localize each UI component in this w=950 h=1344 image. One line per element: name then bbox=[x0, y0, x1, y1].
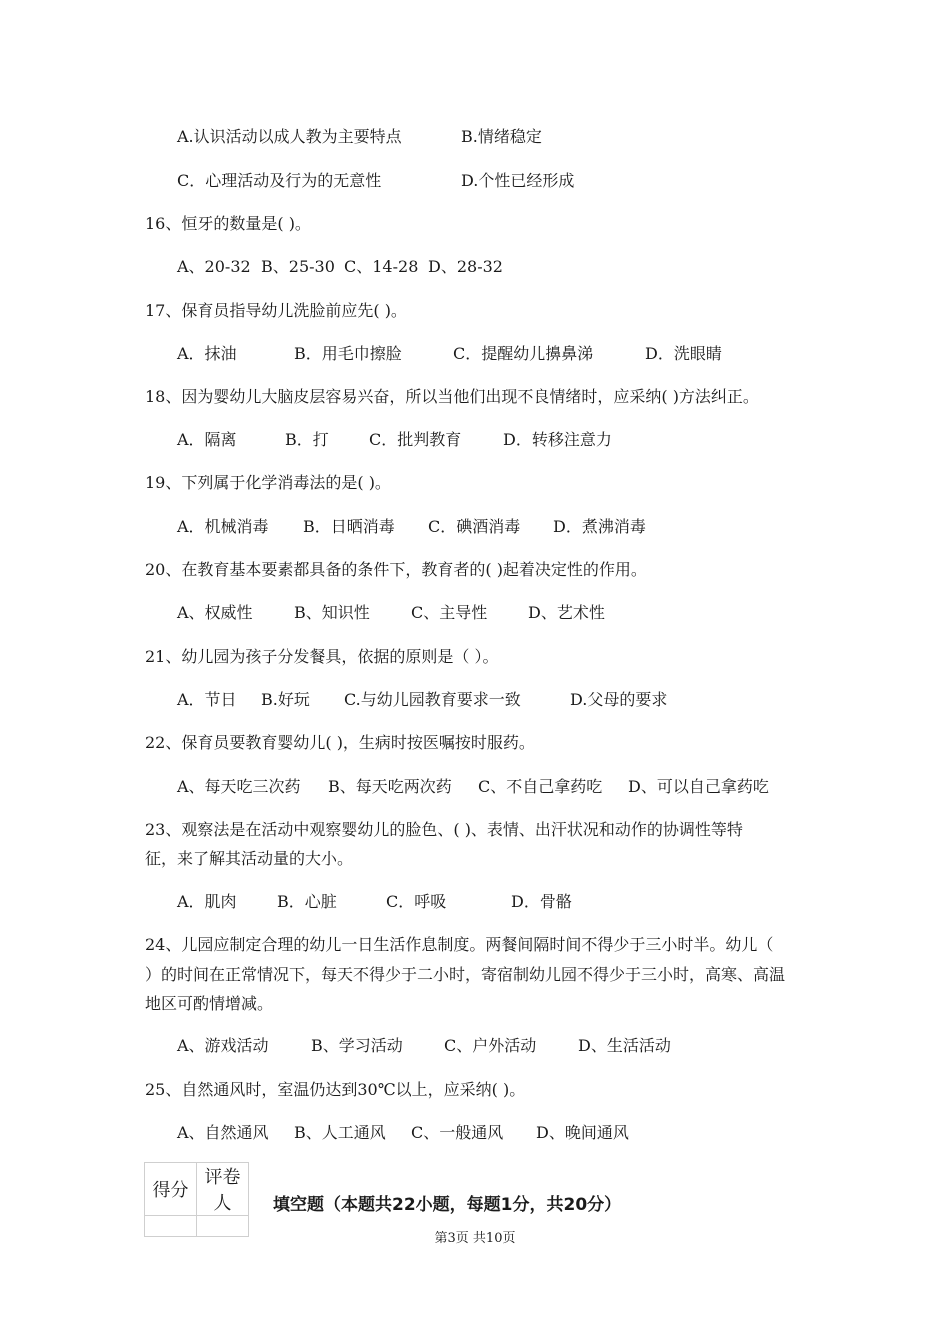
option-a: A、权威性 bbox=[177, 603, 253, 622]
question-16-stem: 16、恒牙的数量是( )。 bbox=[145, 214, 311, 233]
option-a: A．抹油 bbox=[177, 344, 237, 363]
grader-label: 评卷人 bbox=[197, 1163, 249, 1216]
question-18-stem: 18、因为婴幼儿大脑皮层容易兴奋，所以当他们出现不良情绪时，应采纳( )方法纠正。 bbox=[145, 387, 759, 406]
option-d: D、生活活动 bbox=[578, 1036, 671, 1055]
page-footer: 第3页 共10页 bbox=[434, 1231, 516, 1246]
option-c: C．批判教育 bbox=[369, 430, 462, 449]
option-c: C、主导性 bbox=[411, 603, 488, 622]
option-c: C．呼吸 bbox=[386, 892, 447, 911]
option-c: C．碘酒消毒 bbox=[428, 517, 521, 536]
option-b: B、人工通风 bbox=[294, 1123, 386, 1142]
score-box bbox=[144, 1162, 249, 1237]
question-23-stem-line-2: 征，来了解其活动量的大小。 bbox=[145, 849, 354, 868]
option-a: A．肌肉 bbox=[177, 892, 237, 911]
section-title: 填空题（本题共22小题，每题1分，共20分） bbox=[273, 1195, 622, 1215]
option-a: A、自然通风 bbox=[177, 1123, 269, 1142]
option-a: A、游戏活动 bbox=[177, 1036, 269, 1055]
option-a: A、20-32 bbox=[177, 257, 251, 276]
q15-option-a: A.认识活动以成人教为主要特点 bbox=[177, 127, 402, 146]
option-b: B．用毛巾擦脸 bbox=[294, 344, 402, 363]
question-24-stem-line-1: 24、儿园应制定合理的幼儿一日生活作息制度。两餐间隔时间不得少于三小时半。幼儿（ bbox=[145, 935, 774, 954]
option-c: C．提醒幼儿擤鼻涕 bbox=[453, 344, 594, 363]
option-d: D、艺术性 bbox=[528, 603, 605, 622]
question-24-stem-line-3: 地区可酌情增减。 bbox=[145, 994, 274, 1013]
option-d: D．煮沸消毒 bbox=[553, 517, 646, 536]
option-d: D．骨骼 bbox=[511, 892, 572, 911]
q15-option-d: D.个性已经形成 bbox=[461, 171, 575, 190]
question-24-stem-line-2: ）的时间在正常情况下，每天不得少于二小时，寄宿制幼儿园不得少于三小时，高寒、高温 bbox=[145, 965, 786, 984]
option-d: D、晚间通风 bbox=[536, 1123, 629, 1142]
option-c: C、14-28 bbox=[344, 257, 419, 276]
option-b: B．打 bbox=[285, 430, 329, 449]
option-c: C、不自己拿药吃 bbox=[478, 777, 603, 796]
q15-option-b: B.情绪稳定 bbox=[461, 127, 542, 146]
option-b: B．心脏 bbox=[277, 892, 337, 911]
option-b: B．日晒消毒 bbox=[303, 517, 395, 536]
option-a: A、每天吃三次药 bbox=[177, 777, 301, 796]
question-21-stem: 21、幼儿园为孩子分发餐具，依据的原则是（ ）。 bbox=[145, 647, 499, 666]
question-22-stem: 22、保育员要教育婴幼儿( )，生病时按医嘱按时服药。 bbox=[145, 733, 535, 752]
option-b: B.好玩 bbox=[261, 690, 310, 709]
q15-option-c: C．心理活动及行为的无意性 bbox=[177, 171, 382, 190]
option-d: D、可以自己拿药吃 bbox=[628, 777, 769, 796]
score-label: 得分 bbox=[145, 1163, 197, 1216]
option-a: A．机械消毒 bbox=[177, 517, 269, 536]
option-d: D．转移注意力 bbox=[503, 430, 612, 449]
question-25-stem: 25、自然通风时，室温仍达到30℃以上，应采纳( )。 bbox=[145, 1080, 526, 1099]
question-19-stem: 19、下列属于化学消毒法的是( )。 bbox=[145, 473, 391, 492]
option-a: A．隔离 bbox=[177, 430, 237, 449]
option-b: B、知识性 bbox=[294, 603, 370, 622]
question-17-stem: 17、保育员指导幼儿洗脸前应先( )。 bbox=[145, 301, 407, 320]
question-20-stem: 20、在教育基本要素都具备的条件下，教育者的( )起着决定性的作用。 bbox=[145, 560, 647, 579]
option-d: D、28-32 bbox=[428, 257, 503, 276]
option-c: C.与幼儿园教育要求一致 bbox=[344, 690, 521, 709]
option-d: D.父母的要求 bbox=[570, 690, 668, 709]
option-d: D．洗眼睛 bbox=[645, 344, 722, 363]
option-b: B、25-30 bbox=[261, 257, 335, 276]
question-23-stem-line-1: 23、观察法是在活动中观察婴幼儿的脸色、( )、表情、出汗状况和动作的协调性等特 bbox=[145, 820, 743, 839]
option-a: A．节日 bbox=[177, 690, 237, 709]
option-b: B、学习活动 bbox=[311, 1036, 403, 1055]
option-c: C、一般通风 bbox=[411, 1123, 504, 1142]
option-c: C、户外活动 bbox=[444, 1036, 537, 1055]
option-b: B、每天吃两次药 bbox=[328, 777, 452, 796]
